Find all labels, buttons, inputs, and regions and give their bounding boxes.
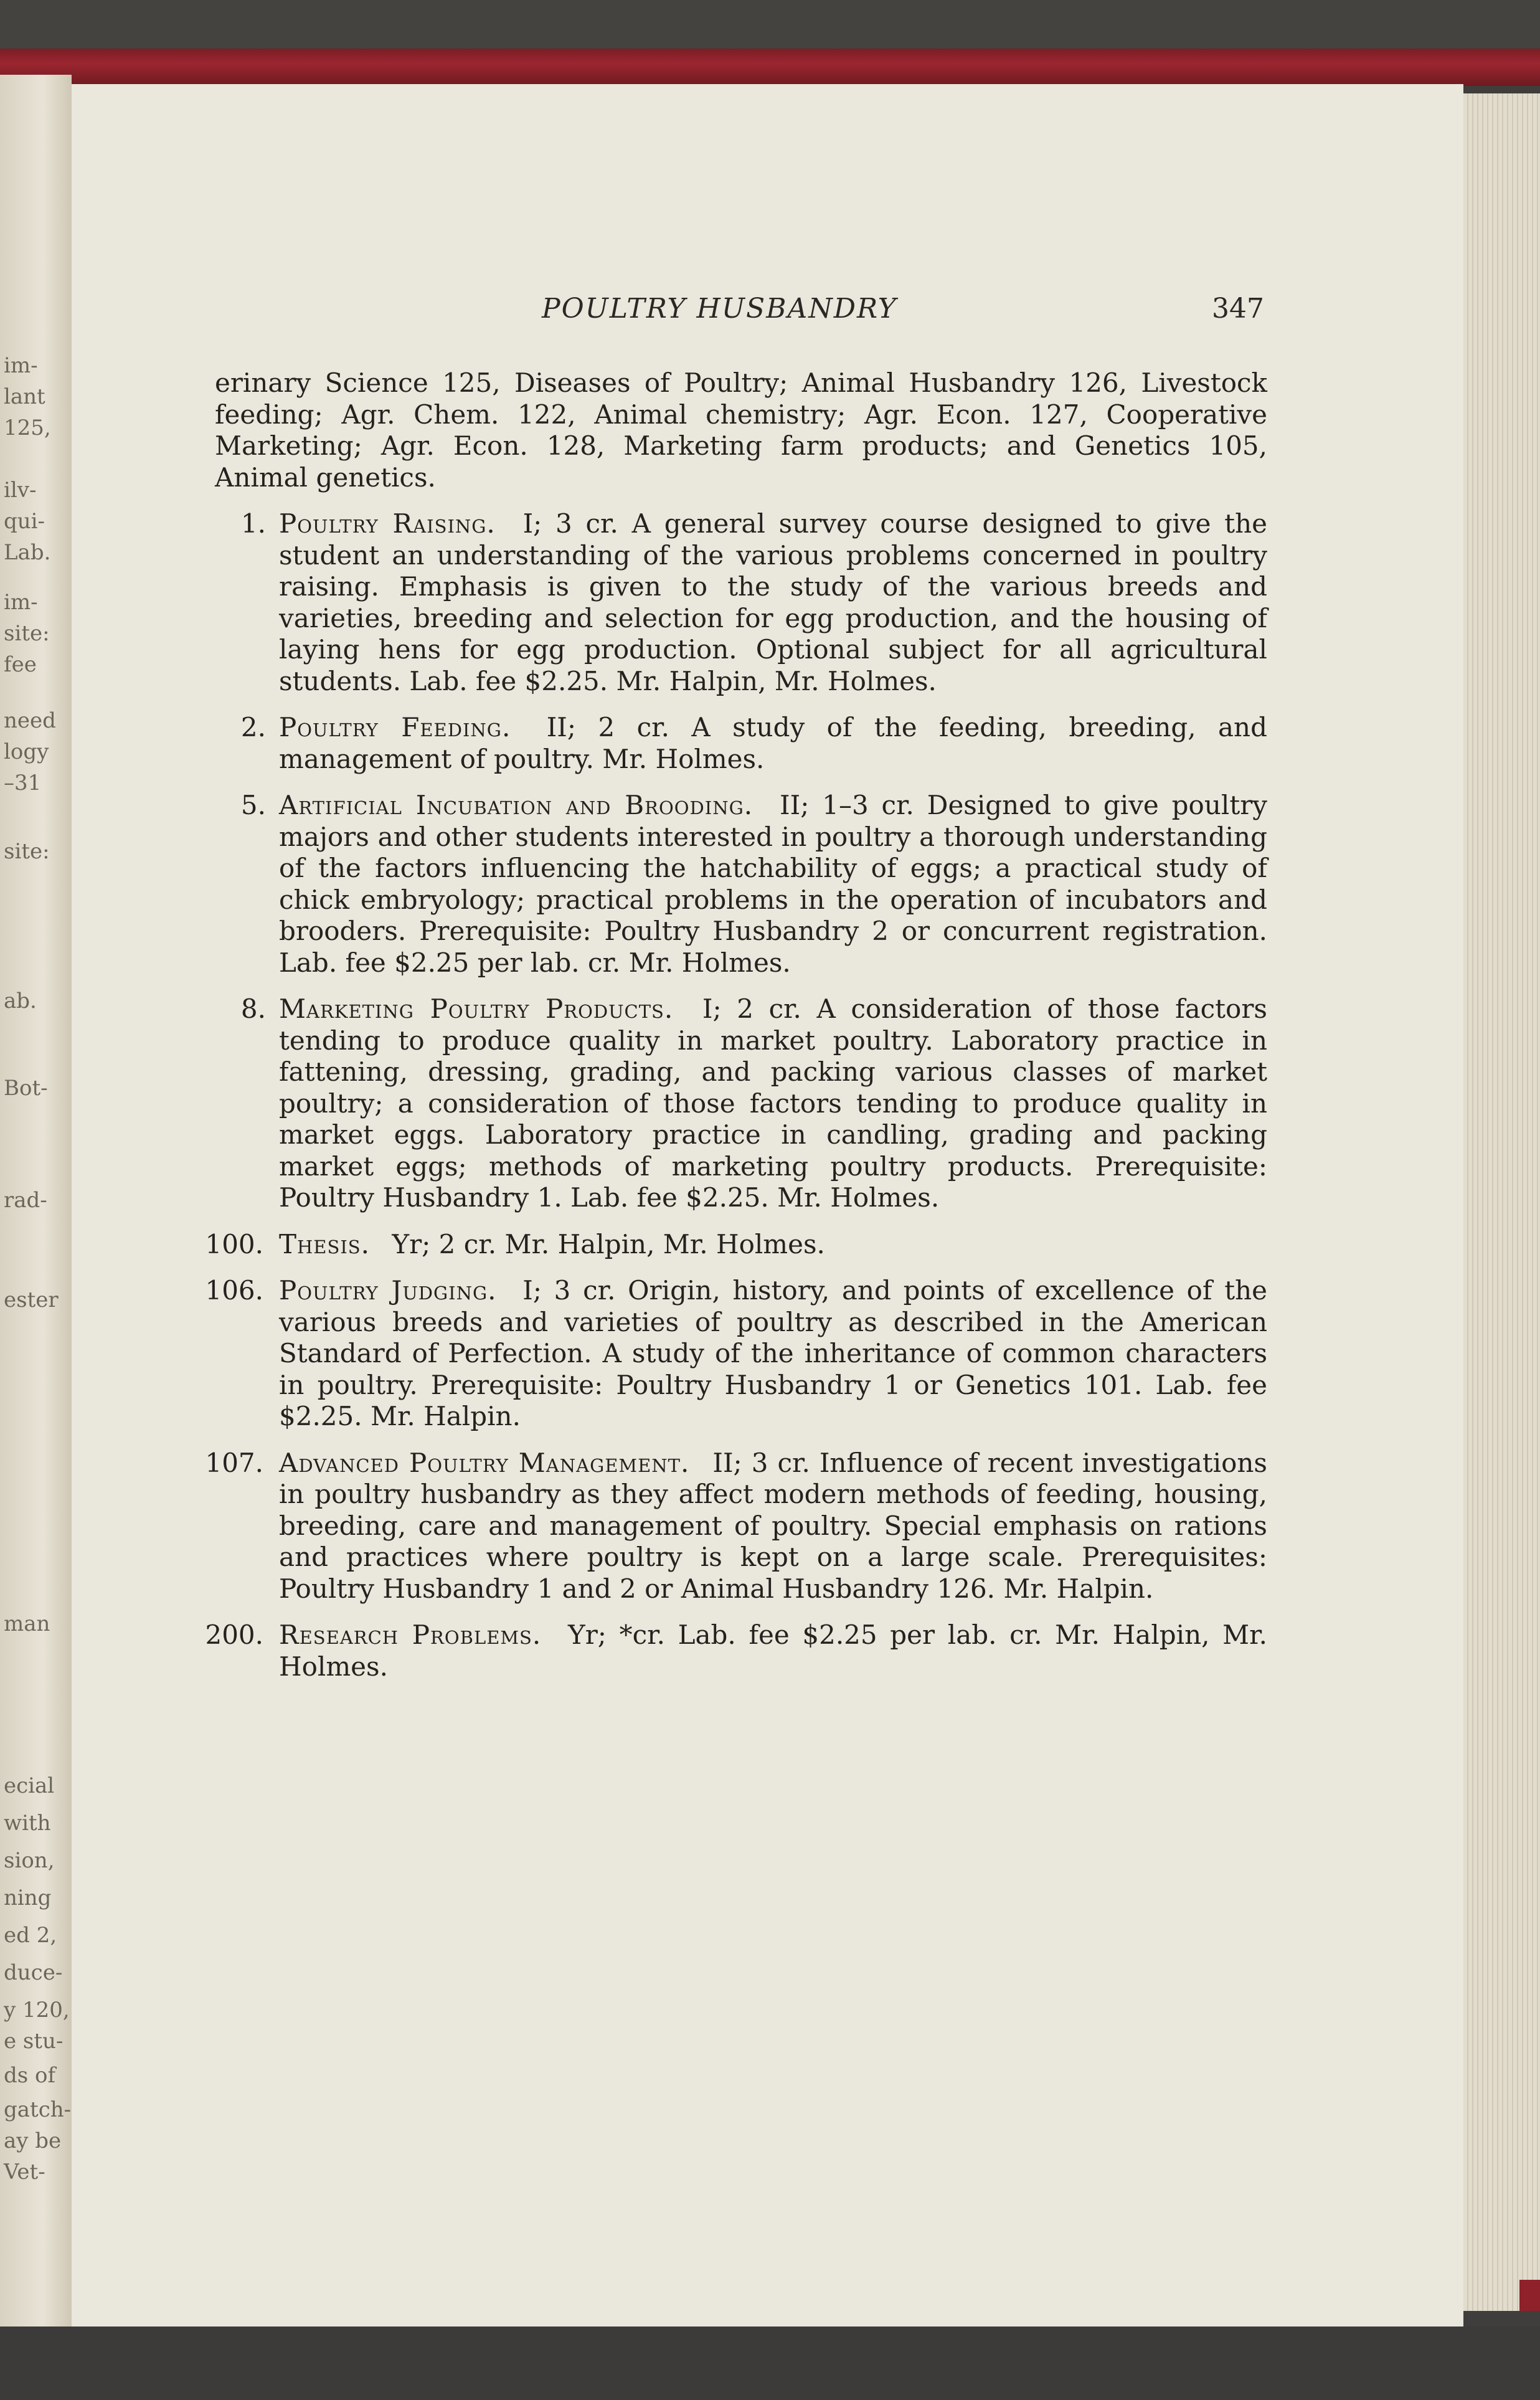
- facing-page-fragment: with: [4, 1811, 51, 1836]
- facing-page-fragment: y 120,: [4, 1998, 70, 2023]
- facing-page-fragment: –31: [4, 771, 42, 795]
- facing-page-fragment: qui-: [4, 509, 45, 534]
- facing-page-fragment: fee: [4, 652, 37, 677]
- course-title: Poultry Feeding.: [279, 712, 525, 742]
- facing-page-fragment: need: [4, 708, 56, 733]
- facing-page-fragment: logy: [4, 739, 49, 764]
- course-entry: [215, 994, 1267, 1214]
- course-title: Artificial Incubation and Brooding.: [279, 790, 767, 820]
- page-stack-edge: [1463, 93, 1540, 2311]
- running-title: POULTRY HUSBANDRY: [542, 293, 897, 325]
- course-description: Yr; *cr. Lab. fee $2.25 per lab. cr. Mr. Halpin, Mr. Holmes.: [279, 1620, 1267, 1682]
- scan-background-top: [0, 0, 1540, 56]
- course-description: II; 1–3 cr. Designed to give poultry majors and other students interested in poultry a thorough understanding of the factors influencing the hatchability of eggs; a practical study of chick embryology; practical problems in the operation of incubators and brooders. Prerequisite: Poultry Husbandry 2 or concurrent registration. Lab. fee $2.25 per lab. cr. Mr. Holmes.: [279, 790, 1268, 978]
- course-description: I; 3 cr. Origin, history, and points of excellence of the various breeds and varieties of poultry as described in the American Standard of Perfection. A study of the inheritance of common characters in poultry. Prerequisite: Poultry Husbandry 1 or Genetics 101. Lab. fee $2.25. Mr. Halpin.: [279, 1275, 1267, 1431]
- facing-page-fragment: ning: [4, 1885, 52, 1910]
- red-binding-band: [0, 49, 1540, 86]
- course-description: II; 3 cr. Influence of recent investigations in poultry husbandry as they affect modern methods of feeding, housing, breeding, care and management of poultry. Special emphasis on rations and practices where poultry is kept on a large scale. Prerequisites: Poultry Husbandry 1 and 2 or Animal Husbandry 126. Mr. Halpin.: [279, 1447, 1267, 1604]
- course-number: 100.: [205, 1228, 263, 1259]
- facing-page-fragment: ds of: [4, 2063, 56, 2088]
- course-title: Advanced Poultry Management.: [279, 1447, 704, 1478]
- course-number: 107.: [205, 1447, 263, 1478]
- scan-background-bottom: [0, 2326, 1540, 2400]
- course-description: II; 2 cr. A study of the feeding, breeding, and management of poultry. Mr. Holmes.: [279, 712, 1267, 774]
- page-body: [205, 368, 1268, 1697]
- course-number: 200.: [205, 1620, 263, 1650]
- facing-page-fragment: duce-: [4, 1960, 63, 1985]
- course-title: Research Problems.: [279, 1620, 555, 1650]
- course-entry: [215, 508, 1267, 697]
- facing-page-fragment: 125,: [4, 415, 51, 440]
- course-description: I; 3 cr. A general survey course designed to give the student an understanding of the various problems concerned in poultry raising. Emphasis is given to the study of the various breeds and varieties, breeding and selection for egg production, and the housing of laying hens for egg production. Optional subject for all agricultural students. Lab. fee $2.25. Mr. Halpin, Mr. Holmes.: [279, 508, 1268, 696]
- facing-page-fragment: man: [4, 1611, 50, 1636]
- course-title: Thesis.: [279, 1228, 384, 1259]
- facing-page-fragment: site:: [4, 621, 50, 646]
- facing-page-edge: [0, 75, 72, 2330]
- course-number: 8.: [240, 994, 266, 1024]
- course-number: 1.: [240, 508, 266, 539]
- course-entry: [215, 790, 1267, 979]
- facing-page-fragment: Vet-: [4, 2160, 45, 2184]
- course-title: Poultry Raising.: [279, 508, 509, 539]
- continued-paragraph: erinary Science 125, Diseases of Poultry; Animal Husbandry 126, Livestock feeding; Agr. Chem. 122, Animal chemistry; Agr. Econ. 127, Cooperative Marketing; Agr. Econ. 128, Marketing farm products; and Genetics 105, Animal genetics.: [215, 368, 1267, 493]
- course-description: Yr; 2 cr. Mr. Halpin, Mr. Holmes.: [392, 1228, 825, 1259]
- course-entry: [205, 1620, 1267, 1682]
- course-entry: [205, 1447, 1267, 1605]
- facing-page-fragment: ester: [4, 1288, 59, 1312]
- course-number: 106.: [205, 1275, 263, 1306]
- facing-page-fragment: im-: [4, 590, 38, 615]
- facing-page-fragment: ed 2,: [4, 1923, 57, 1948]
- course-number: 5.: [240, 790, 266, 820]
- facing-page-fragment: rad-: [4, 1188, 47, 1213]
- facing-page-fragment: ab.: [4, 989, 37, 1013]
- facing-page-fragment: im-: [4, 353, 38, 378]
- facing-page-fragment: e stu-: [4, 2029, 64, 2054]
- course-title: Poultry Judging.: [279, 1275, 511, 1306]
- facing-page-fragment: gatch-: [4, 2097, 72, 2122]
- facing-page-fragment: Bot-: [4, 1076, 48, 1101]
- red-binding-corner: [1519, 2280, 1540, 2311]
- course-entry: [205, 1228, 1267, 1261]
- facing-page-fragment: Lab.: [4, 540, 51, 565]
- course-number: 2.: [240, 712, 266, 742]
- facing-page-fragment: sion,: [4, 1848, 55, 1873]
- page-number: 347: [1212, 293, 1264, 325]
- facing-page-fragment: lant: [4, 384, 45, 409]
- course-entry: [215, 712, 1267, 775]
- course-description: I; 2 cr. A consideration of those factors tending to produce quality in market poultry. Laboratory practice in fattening, dressing, grading, and packing various classes of market poultry; a consideration of those factors tending to produce quality in market eggs. Laboratory practice in candling, grading and packing market eggs; methods of marketing poultry products. Prerequisite: Poultry Husbandry 1. Lab. fee $2.25. Mr. Holmes.: [279, 994, 1267, 1213]
- course-entry: [205, 1275, 1267, 1433]
- course-title: Marketing Poultry Products.: [279, 994, 687, 1024]
- facing-page-fragment: ay be: [4, 2128, 62, 2153]
- facing-page-fragment: ilv-: [4, 478, 37, 503]
- facing-page-fragment: site:: [4, 839, 50, 864]
- facing-page-fragment: ecial: [4, 1773, 55, 1798]
